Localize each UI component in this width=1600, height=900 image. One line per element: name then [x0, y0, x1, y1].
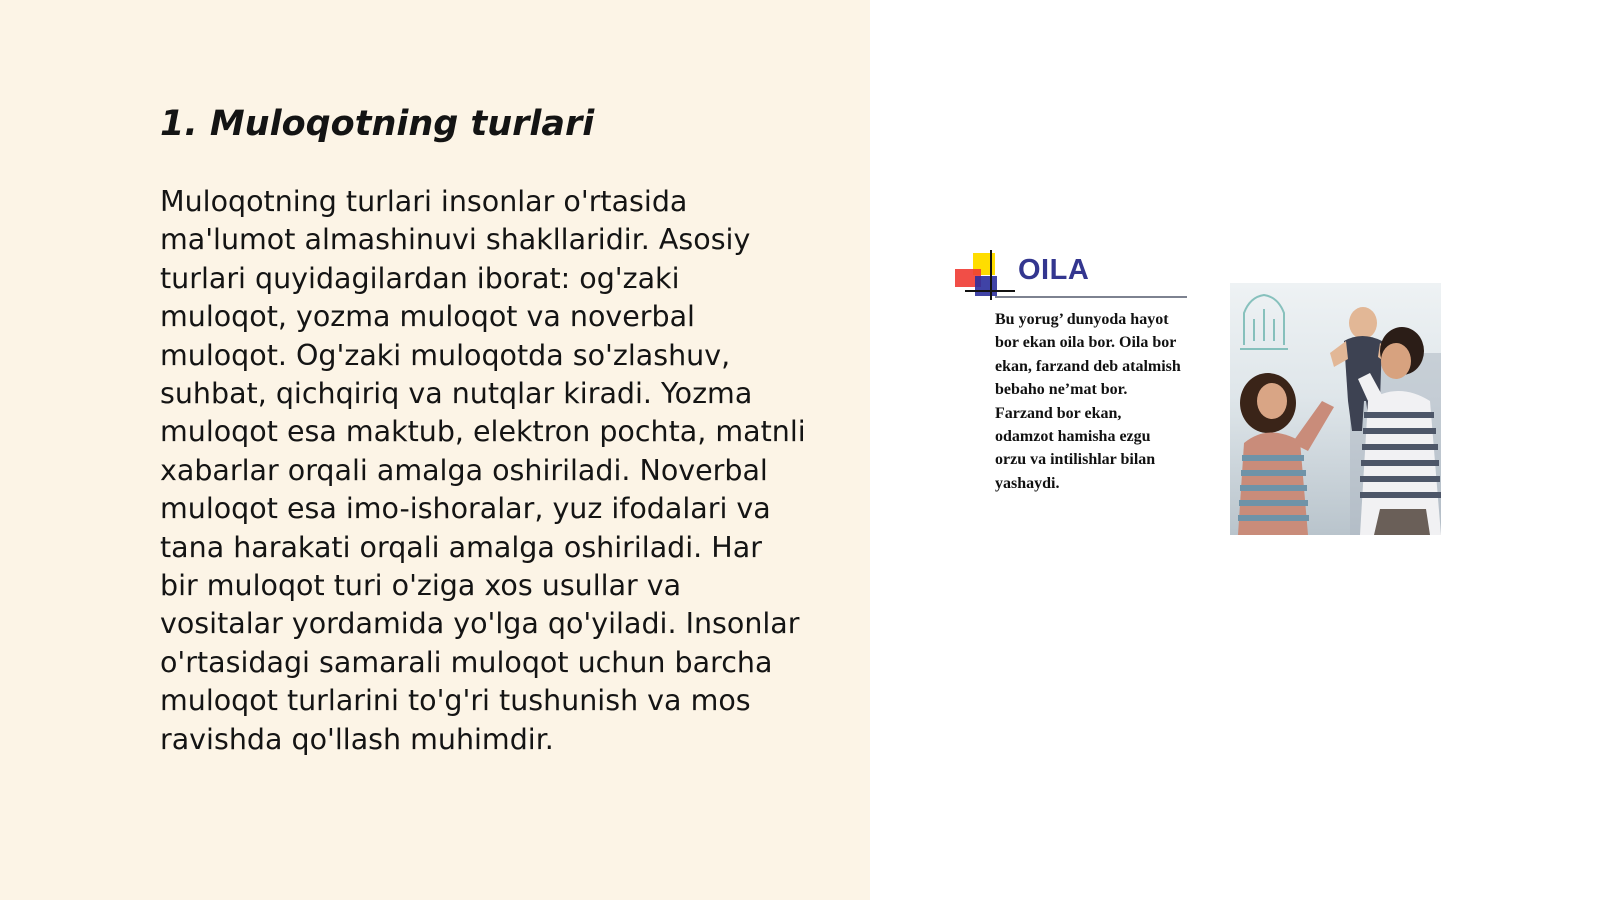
slide-body-text: [160, 183, 850, 759]
body-line: suhbat, qichqiriq va nutqlar kiradi. Yozma: [160, 377, 753, 411]
caption-line: Farzand bor ekan,: [995, 404, 1122, 422]
caption-line: odamzot hamisha ezgu: [995, 428, 1151, 446]
mother-figure: [1238, 373, 1334, 535]
caption-line: bor ekan oila bor. Oila bor: [995, 334, 1177, 352]
caption-line: bebaho ne’mat bor.: [995, 381, 1128, 399]
body-line: muloqot esa maktub, elektron pochta, matnli: [160, 415, 806, 449]
oila-title: OILA: [1018, 254, 1090, 286]
family-illustration: [1230, 283, 1441, 535]
slide-heading: 1. Muloqotning turlari: [160, 104, 595, 144]
title-divider: [995, 296, 1187, 298]
body-line: muloqot turlarini to'g'ri tushunish va mos: [160, 684, 751, 718]
oila-caption: [995, 308, 1235, 495]
color-squares-logo-icon: [955, 250, 1015, 310]
body-line: tana harakati orqali amalga oshiriladi. Har: [160, 530, 762, 564]
body-line: muloqot esa imo-ishoralar, yuz ifodalari va: [160, 492, 771, 526]
body-line: muloqot, yozma muloqot va noverbal: [160, 300, 695, 334]
body-line: Muloqotning turlari insonlar o'rtasida: [160, 185, 688, 218]
caption-line: yashaydi.: [995, 474, 1060, 492]
body-line: bir muloqot turi o'ziga xos usullar va: [160, 569, 682, 603]
mosque-watermark-icon: [1240, 295, 1288, 349]
body-line: o'rtasidagi samarali muloqot uchun barcha: [160, 645, 773, 679]
family-photo: [1230, 283, 1441, 535]
caption-line: orzu va intilishlar bilan: [995, 451, 1156, 469]
body-line: turlari quyidagilardan iborat: og'zaki: [160, 261, 680, 295]
caption-line: Bu yorug’ dunyoda hayot: [995, 311, 1169, 328]
body-line: vositalar yordamida yo'lga qo'yiladi. Insonlar: [160, 607, 800, 641]
caption-line: ekan, farzand deb atalmish: [995, 357, 1181, 375]
oila-image-card: [955, 250, 1445, 535]
body-line: ma'lumot almashinuvi shakllaridir. Asosiy: [160, 223, 751, 257]
body-line: xabarlar orqali amalga oshiriladi. Noverbal: [160, 453, 768, 487]
body-line: ravishda qo'llash muhimdir.: [160, 722, 554, 756]
body-line: muloqot. Og'zaki muloqotda so'zlashuv,: [160, 338, 731, 372]
